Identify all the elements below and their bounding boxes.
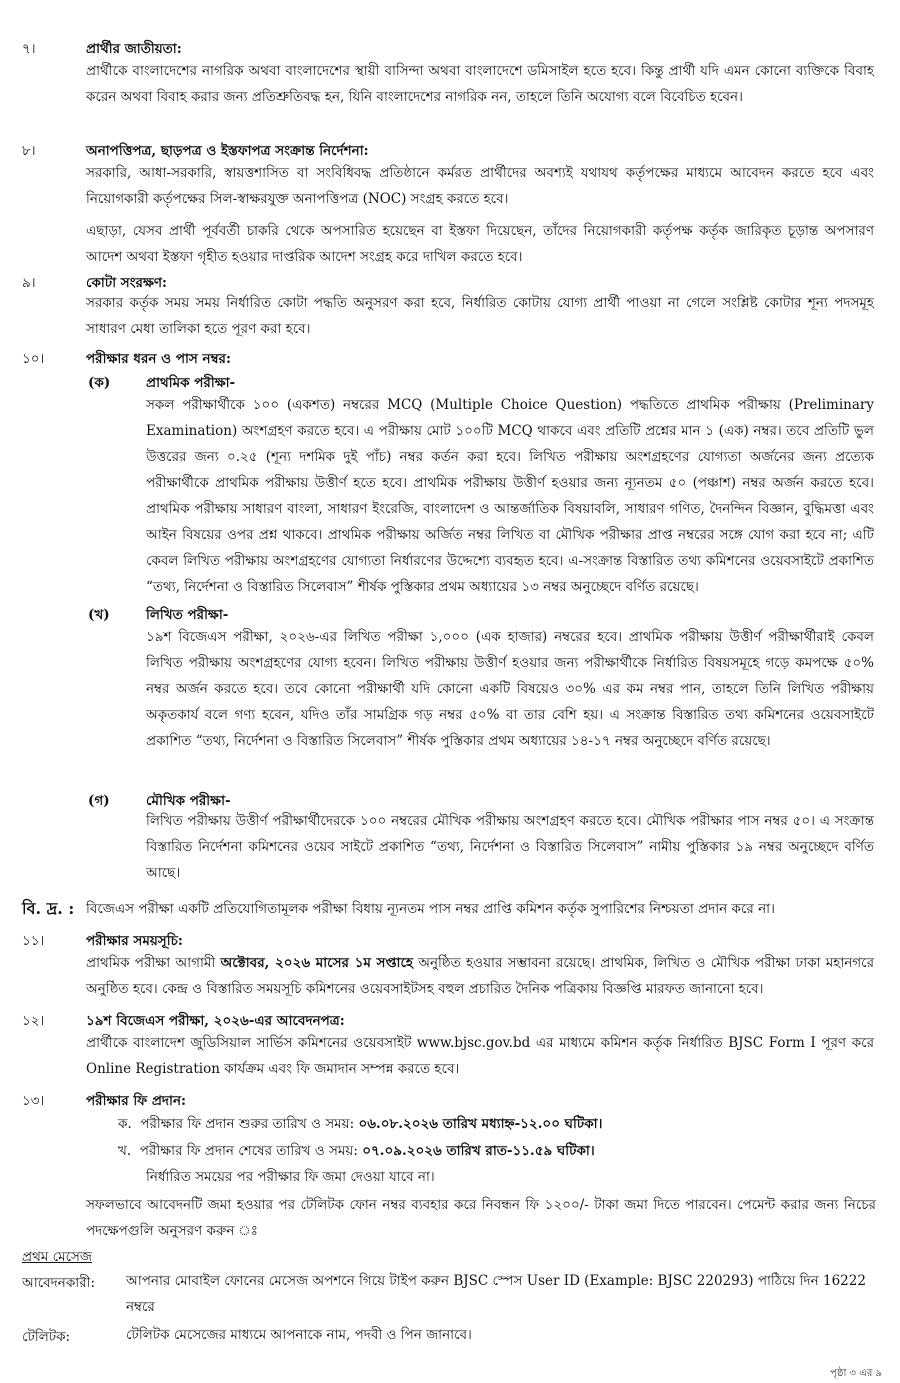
subsection-a-body: সকল পরীক্ষার্থীকে ১০০ (একশত) নম্বরের MCQ (Multiple Choice Question) পদ্ধতিতে প্রাথমিক পরীক্ষায় (Preliminary Examination) অংশগ্রহণ করতে হবে। এ পরীক্ষায় মোট ১০০টি MCQ থাকবে এবং প্রতিটি প্রশ্নের মান ১ (এক) নম্বর। তবে প্রতিটি ভুল উত্তরের জন্য ০.২৫ (শূন্য দশমিক দুই পাঁচ) নম্বর কর্তন করা হবে। লিখিত পরীক্ষায় অংশগ্রহণের যোগ্যতা অর্জনের জন্য প্রত্যেক পরীক্ষার্থীকে প্রাথমিক পরীক্ষায় উত্তীর্ণ হতে হবে। প্রাথমিক পরীক্ষায় উত্তীর্ণ হওয়ার জন্য ন্যূনতম ৫০ (পঞ্চাশ) নম্বর অর্জন করতে হবে। প্রাথমিক পরীক্ষায় সাধারণ বাংলা, সাধারণ ইংরেজি, বাংলাদেশ ও আন্তর্জাতিক বিষয়াবলি, সাধারণ গণিত, দৈনন্দিন বিজ্ঞান, বুদ্ধিমত্তা এবং আইন বিষয়ের ওপর প্রশ্ন থাকবে। প্রাথমিক পরীক্ষায় অর্জিত নম্বর লিখিত বা মৌখিক পরীক্ষার প্রাপ্ত নম্বরের সঙ্গে যোগ করা হবে না; এটি কেবল লিখিত পরীক্ষায় অংশগ্রহণের যোগ্যতা নির্ধারণের উদ্দেশ্যে ব্যবহৃত হবে। এ-সংক্রান্ত বিস্তারিত তথ্য কমিশনের ওয়েবসাইটে প্রকাশিত “তথ্য, নির্দেশনা ও বিস্তারিত সিলেবাস” শীর্ষক পুস্তিকার প্রথম অধ্যায়ের ১৩ নম্বর অনুচ্ছেদে বর্ণিত রয়েছে। — [146, 397, 874, 595]
section-13-heading: পরীক্ষার ফি প্রদান: — [86, 1093, 186, 1109]
note-body: বিজেএস পরীক্ষা একটি প্রতিযোগিতামূলক পরীক্ষা বিধায় ন্যূনতম পাস নম্বর প্রাপ্তি কমিশন কর্তৃক সুপারিশের নিশ্চয়তা প্রদান করে না। — [86, 901, 775, 917]
section-9-number: ৯। — [22, 275, 36, 291]
subsection-b-body: ১৯শ বিজেএস পরীক্ষা, ২০২৬-এর লিখিত পরীক্ষা ১,০০০ (এক হাজার) নম্বরের হবে। প্রাথমিক পরীক্ষায় উত্তীর্ণ পরীক্ষার্থীরাই কেবল লিখিত পরীক্ষায় অংশগ্রহণের যোগ্য হবেন। লিখিত পরীক্ষায় উত্তীর্ণ হওয়ার জন্য পরীক্ষার্থীকে নির্ধারিত বিষয়সমূহে গড়ে কমপক্ষে ৫০% নম্বর অর্জন করতে হবে। তবে কোনো পরীক্ষার্থী যদি কোনো একটি বিষয়েও ৩০% এর কম নম্বর পান, তাহলে তিনি লিখিত পরীক্ষায় অকৃতকার্য বলে গণ্য হবেন, যদিও তাঁর সামগ্রিক গড় নম্বর ৫০% বা তার বেশি হয়। এ সংক্রান্ত বিস্তারিত তথ্য কমিশনের ওয়েবসাইটে প্রকাশিত “তথ্য, নির্দেশনা ও বিস্তারিত সিলেবাস” শীর্ষক পুস্তিকার প্রথম অধ্যায়ের ১৪-১৭ নম্বর অনুচ্ছেদে বর্ণিত রয়েছে। — [146, 629, 874, 749]
subsection-a-heading: প্রাথমিক পরীক্ষা- — [146, 375, 236, 391]
section-7-heading: প্রার্থীর জাতীয়তা: — [86, 41, 182, 57]
section-13-number: ১৩। — [22, 1093, 45, 1109]
fee-start-row — [118, 1113, 602, 1136]
fee-start-value: ০৬.০৮.২০২৬ তারিখ মধ্যাহ্ন-১২.০০ ঘটিকা। — [358, 1116, 603, 1132]
teletalk-text: টেলিটক মেসেজের মাধ্যমে আপনাকে নাম, পদবী ও পিন জানাবে। — [126, 1327, 472, 1343]
fee-late-note: নির্ধারিত সময়ের পর পরীক্ষার ফি জমা দেওয়া যাবে না। — [146, 1169, 435, 1185]
section-11-body-post: অনুষ্ঠিত হওয়ার সম্ভাবনা রয়েছে। প্রাথমিক, লিখিত ও মৌখিক পরীক্ষা ঢাকা মহানগরে অনুষ্ঠিত হবে। কেন্দ্র ও বিস্তারিত সময়সূচি কমিশনের ওয়েবসাইটসহ বহুল প্রচারিত দৈনিক পত্রিকায় বিজ্ঞপ্তি মারফত জানানো হবে। — [86, 955, 874, 997]
section-8-body-2: এছাড়া, যেসব প্রার্থী পূর্ববর্তী চাকরি থেকে অপসারিত হয়েছেন বা ইস্তফা দিয়েছেন, তাঁদের নিয়োগকারী কর্তৃপক্ষ কর্তৃক জারিকৃত চূড়ান্ত অপসারণ আদেশ অথবা ইস্তফা গৃহীত হওয়ার দাপ্তরিক আদেশ সংগ্রহ করে দাখিল করতে হবে। — [86, 223, 874, 265]
section-11-number: ১১। — [22, 933, 45, 949]
fee-end-mark: খ. — [118, 1143, 132, 1159]
section-10-number: ১০। — [22, 351, 45, 367]
subsection-c-mark: (গ) — [88, 793, 110, 809]
payment-instructions: সফলভাবে আবেদনটি জমা হওয়ার পর টেলিটক ফোন নম্বর ব্যবহার করে নিবন্ধন ফি ১২০০/- টাকা জমা দিতে পারবেন। পেমেন্ট করার জন্য নিচের পদক্ষেপগুলি অনুসরণ করুন ঃ — [86, 1197, 876, 1239]
section-11-body-date: অক্টোবর, ২০২৬ মাসের ১ম সপ্তাহে — [220, 955, 413, 971]
section-8-heading: অনাপত্তিপত্র, ছাড়পত্র ও ইস্তফাপত্র সংক্রান্ত নির্দেশনা: — [86, 143, 369, 159]
fee-start-mark: ক. — [118, 1116, 132, 1132]
section-7-body: প্রার্থীকে বাংলাদেশের নাগরিক অথবা বাংলাদেশের স্থায়ী বাসিন্দা অথবা বাংলাদেশে ডমিসাইল হতে হবে। কিন্তু প্রার্থী যদি এমন কোনো ব্যক্তিকে বিবাহ করেন অথবা বিবাহ করার জন্য প্রতিশ্রুতিবদ্ধ হন, যিনি বাংলাদেশের নাগরিক নন, তাহলে তিনি অযোগ্য বলে বিবেচিত হবেন। — [86, 63, 874, 105]
fee-end-row — [118, 1140, 595, 1163]
applicant-label: আবেদনকারী: — [22, 1275, 96, 1291]
section-8-number: ৮। — [22, 143, 36, 159]
subsection-b-mark: (খ) — [88, 607, 110, 623]
section-11-heading: পরীক্ষার সময়সূচি: — [86, 933, 183, 949]
section-12-number: ১২। — [22, 1013, 45, 1029]
fee-end-label: পরীক্ষার ফি প্রদান শেষের তারিখ ও সময়: — [139, 1143, 363, 1159]
note-mark: বি. দ্র. : — [22, 899, 75, 918]
fee-start-label: পরীক্ষার ফি প্রদান শুরুর তারিখ ও সময়: — [140, 1116, 359, 1132]
section-11-body — [86, 950, 874, 1002]
applicant-instruction: আপনার মোবাইল ফোনের মেসেজ অপশনে গিয়ে টাইপ করুন BJSC স্পেস User ID (Example: BJSC 220293) পাঠিয়ে দিন 16222 নম্বরে — [126, 1273, 866, 1315]
section-11-body-pre: প্রাথমিক পরীক্ষা আগামী — [86, 955, 221, 971]
subsection-b-heading: লিখিত পরীক্ষা- — [146, 607, 229, 623]
first-message-heading: প্রথম মেসেজ — [22, 1249, 93, 1265]
section-7-number: ৭। — [22, 41, 36, 57]
section-8-body-1: সরকারি, আধা-সরকারি, স্বায়ত্তশাসিত বা সংবিধিবদ্ধ প্রতিষ্ঠানে কর্মরত প্রার্থীদের অবশ্যই যথাযথ কর্তৃপক্ষের মাধ্যমে আবেদন করতে হবে এবং নিয়োগকারী কর্তৃপক্ষের সিল-স্বাক্ষরযুক্ত অনাপত্তিপত্র (NOC) সংগ্রহ করতে হবে। — [86, 165, 874, 207]
fee-end-value: ০৭.০৯.২০২৬ তারিখ রাত-১১.৫৯ ঘটিকা। — [362, 1143, 595, 1159]
page-footer: পৃষ্ঠা ৩ এর ৯ — [830, 1368, 882, 1379]
section-9-heading: কোটা সংরক্ষণ: — [86, 275, 168, 291]
section-10-heading: পরীক্ষার ধরন ও পাস নম্বর: — [86, 351, 231, 367]
subsection-a-mark: (ক) — [88, 375, 111, 391]
teletalk-label: টেলিটক: — [22, 1329, 71, 1345]
subsection-c-body: লিখিত পরীক্ষায় উত্তীর্ণ পরীক্ষার্থীদেরকে ১০০ নম্বরের মৌখিক পরীক্ষায় অংশগ্রহণ করতে হবে। মৌখিক পরীক্ষার পাস নম্বর ৫০। এ সংক্রান্ত বিস্তারিত নির্দেশনা কমিশনের ওয়েব সাইটে প্রকাশিত “তথ্য, নির্দেশনা ও বিস্তারিত সিলেবাস” নামীয় পুস্তিকার ১৯ নম্বর অনুচ্ছেদে বর্ণিত আছে। — [146, 813, 874, 881]
section-12-heading: ১৯শ বিজেএস পরীক্ষা, ২০২৬-এর আবেদনপত্র: — [86, 1013, 345, 1029]
section-12-body: প্রার্থীকে বাংলাদেশ জুডিসিয়াল সার্ভিস কমিশনের ওয়েবসাইট www.bjsc.gov.bd এর মাধ্যমে কমিশন কর্তৃক নির্ধারিত BJSC Form I পূরণ করে Online Registration কার্যক্রম এবং ফি জমাদান সম্পন্ন করতে হবে। — [86, 1035, 874, 1077]
section-9-body: সরকার কর্তৃক সময় সময় নির্ধারিত কোটা পদ্ধতি অনুসরণ করা হবে, নির্ধারিত কোটায় যোগ্য প্রার্থী পাওয়া না গেলে সংশ্লিষ্ট কোটার শূন্য পদসমূহ সাধারণ মেধা তালিকা হতে পূরণ করা হবে। — [86, 295, 874, 337]
subsection-c-heading: মৌখিক পরীক্ষা- — [146, 793, 231, 809]
